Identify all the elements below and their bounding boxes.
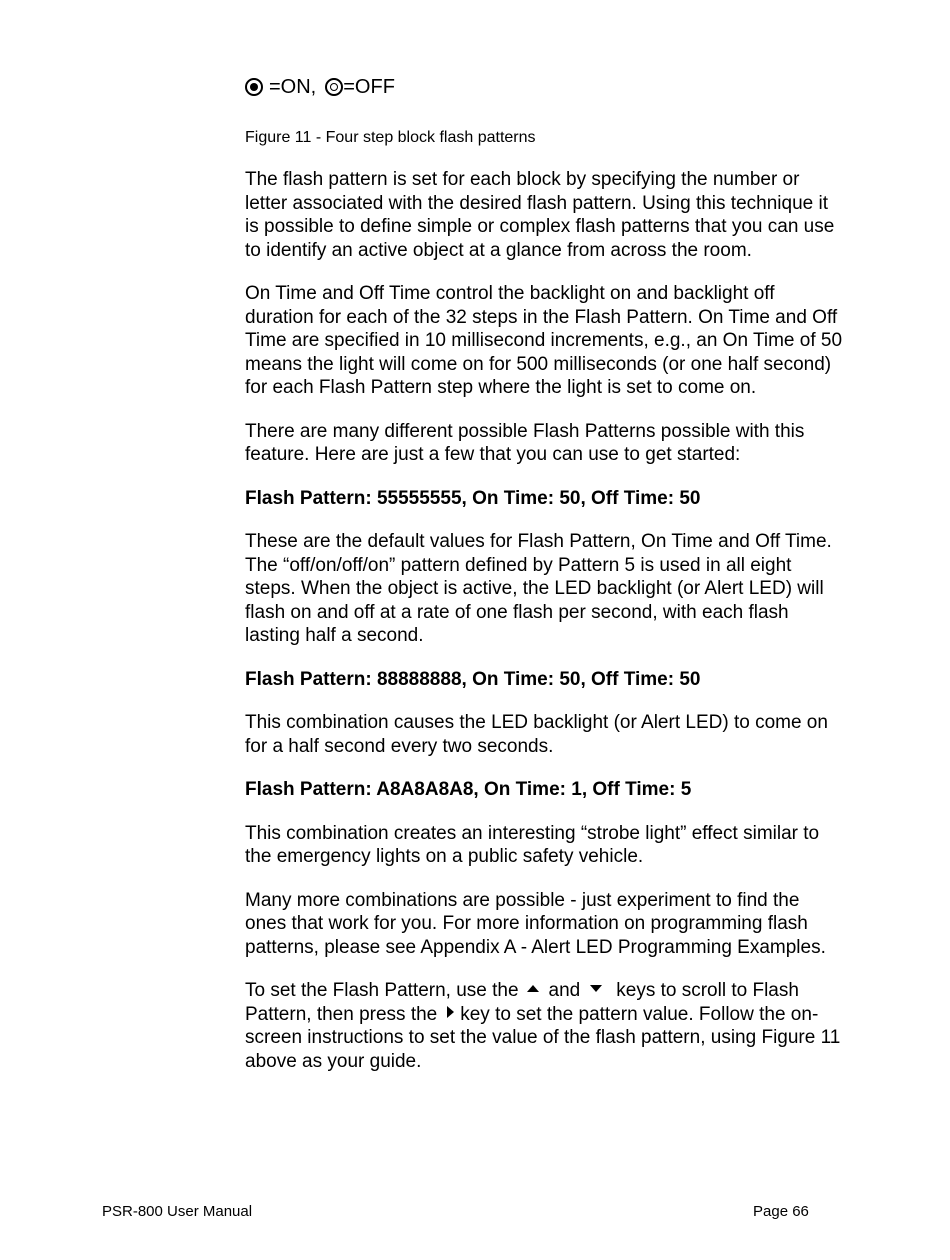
up-arrow-icon — [527, 985, 539, 992]
paragraph-flash-pattern-intro: The flash pattern is set for each block by specifying the number or letter associated with the desired flash pattern. Using this technique it is possible to define simple or complex flash patterns that you can use to identify an active object at a glance from across the room. — [245, 169, 835, 261]
paragraph-strobe: This combination creates an interesting “strobe light” effect similar to the emergency lights on a public safety vehicle. — [245, 822, 820, 867]
down-arrow-icon — [590, 985, 602, 992]
paragraph-set-flash-pattern — [245, 979, 845, 1073]
page-content — [245, 74, 845, 1093]
hollow-circle-icon — [325, 78, 343, 96]
figure-caption: Figure 11 - Four step block flash patterns — [245, 129, 536, 146]
paragraph-default-values: These are the default values for Flash Pattern, On Time and Off Time. The “off/on/off/on” pattern defined by Pattern 5 is used in all eight steps. When the object is active, the LED backlight (or Alert LED) will flash on and off at a rate of one flash per second, with each flash lasting half a second. — [245, 531, 832, 646]
legend-off-label: =OFF — [343, 76, 395, 98]
paragraph-on-off-time: On Time and Off Time control the backlight on and backlight off duration for each of the 32 steps in the Flash Pattern. On Time and Off Time are specified in 10 millisecond increments, e.g., an On Time of 50 means the light will come on for 500 milliseconds (or one half second) for each Flash Pattern step where the light is set to come on. — [245, 283, 843, 398]
paragraph-more-combinations: Many more combinations are possible - just experiment to find the ones that work for you. For more information on programming flash patterns, please see Appendix A - Alert LED Programming Examples. — [245, 889, 826, 958]
filled-circle-icon — [245, 78, 263, 96]
instruction-part-3: keys to scroll to Flash Pattern, then press the — [245, 980, 799, 1025]
instruction-part-2: and — [548, 980, 581, 1001]
flash-legend — [245, 74, 845, 100]
heading-pattern-55555555: Flash Pattern: 55555555, On Time: 50, Off Time: 50 — [245, 487, 701, 509]
instruction-part-4: key to set the pattern value. Follow the on-screen instructions to set the value of the flash pattern, using Figure 11 above as your guide. — [245, 1003, 841, 1072]
right-arrow-icon — [447, 1006, 454, 1018]
heading-pattern-88888888: Flash Pattern: 88888888, On Time: 50, Off Time: 50 — [245, 668, 701, 690]
paragraph-examples-intro: There are many different possible Flash Patterns possible with this feature. Here are just a few that you can use to get started: — [245, 420, 805, 465]
footer-manual-title: PSR-800 User Manual — [102, 1203, 253, 1220]
paragraph-half-second: This combination causes the LED backlight (or Alert LED) to come on for a half second every two seconds. — [245, 712, 828, 757]
heading-pattern-a8a8a8a8: Flash Pattern: A8A8A8A8, On Time: 1, Off Time: 5 — [245, 779, 692, 800]
legend-on-label: =ON, — [269, 76, 317, 98]
instruction-part-1: To set the Flash Pattern, use the — [245, 980, 519, 1001]
footer-page-number: Page 66 — [753, 1203, 809, 1220]
